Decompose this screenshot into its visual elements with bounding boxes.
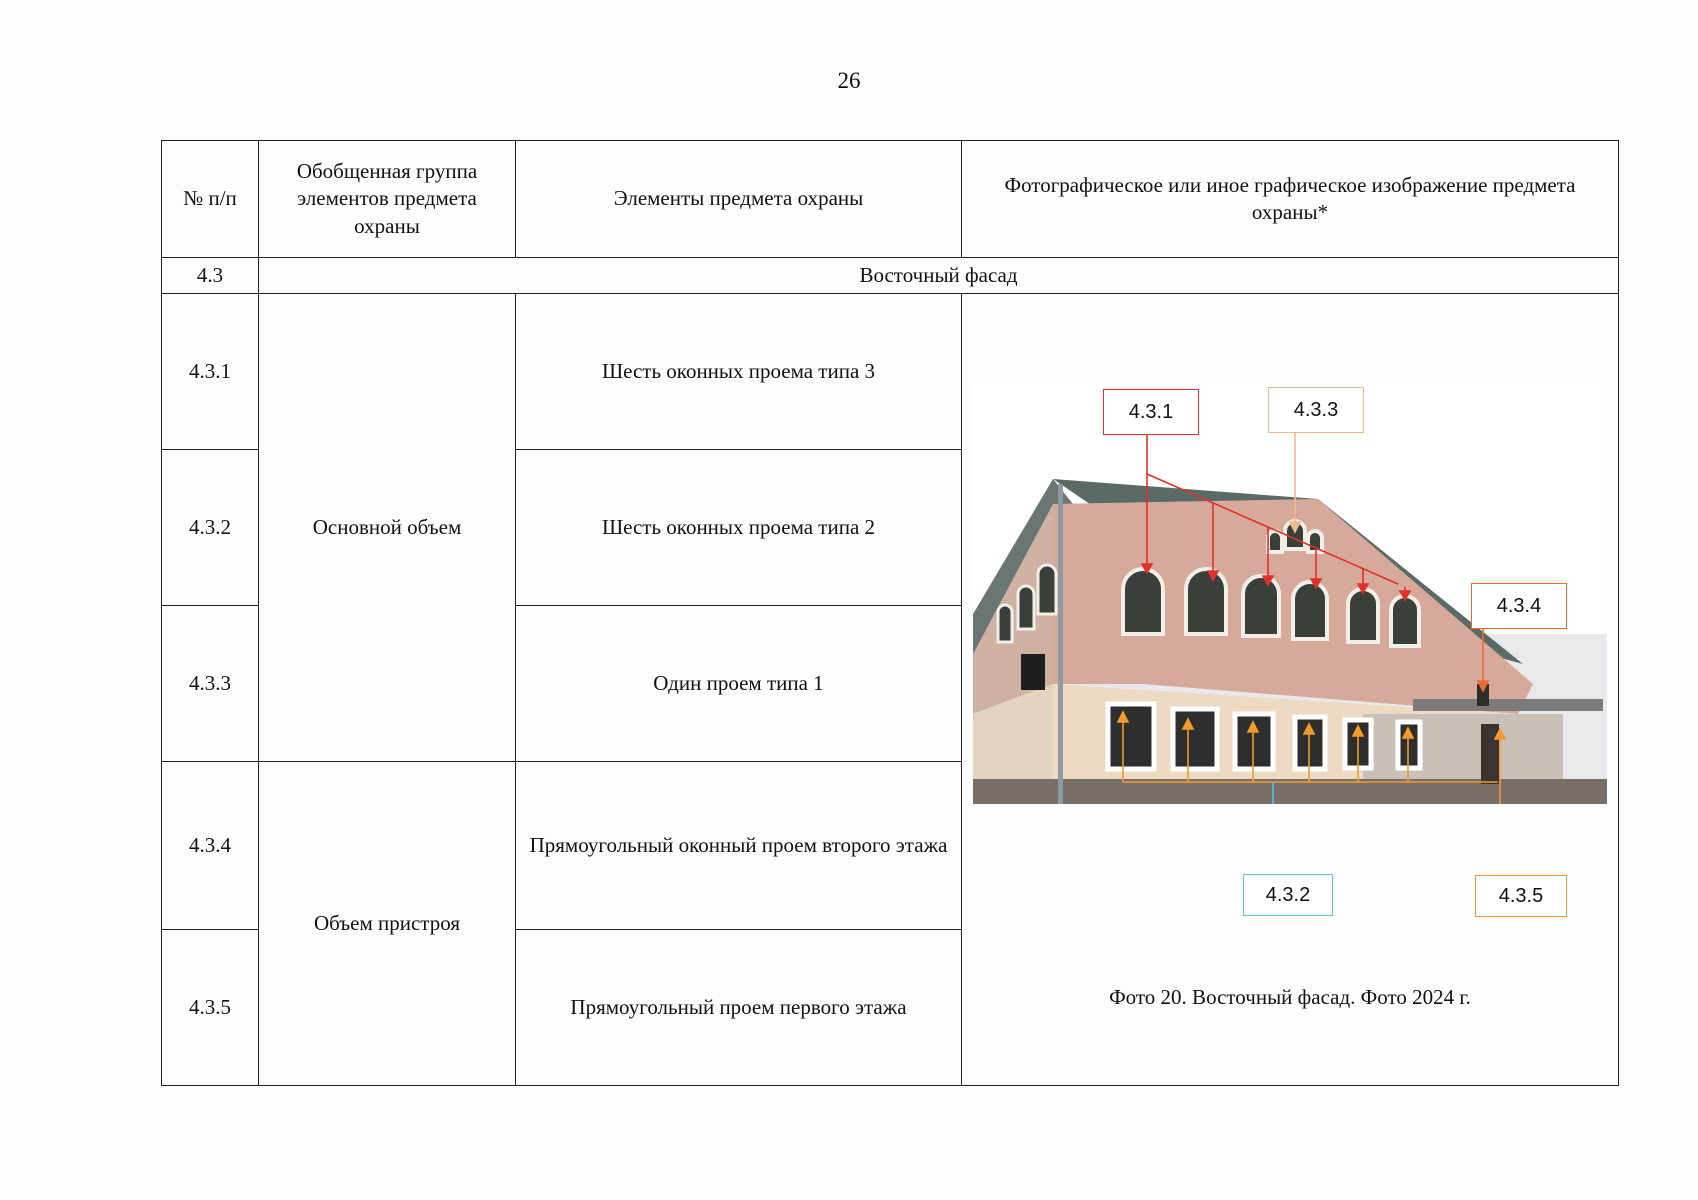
page-number: 26 xyxy=(837,68,861,93)
photo-caption: Фото 20. Восточный фасад. Фото 2024 г. xyxy=(1109,985,1471,1010)
callout-4-3-3: 4.3.3 xyxy=(1268,387,1364,433)
callout-4-3-2: 4.3.2 xyxy=(1243,874,1333,916)
row-num: 4.3.2 xyxy=(162,450,259,606)
photo-container xyxy=(963,294,1617,1085)
section-title: Восточный фасад xyxy=(259,258,1619,294)
photo-cell xyxy=(962,294,1619,1086)
row-num: 4.3.4 xyxy=(162,762,259,930)
row-num: 4.3.1 xyxy=(162,294,259,450)
header-num: № п/п xyxy=(162,141,259,258)
header-image: Фотографическое или иное графическое изображение предмета охраны* xyxy=(962,141,1619,258)
row-element: Прямоугольный оконный проем второго этажа xyxy=(516,762,962,930)
callout-4-3-4: 4.3.4 xyxy=(1471,583,1567,629)
row-num: 4.3.3 xyxy=(162,606,259,762)
row-element: Один проем типа 1 xyxy=(516,606,962,762)
header-elements: Элементы предмета охраны xyxy=(516,141,962,258)
group-cell: Объем пристроя xyxy=(259,762,516,1086)
section-row xyxy=(162,258,1619,294)
group-cell: Основной объем xyxy=(259,294,516,762)
row-element: Шесть оконных проема типа 3 xyxy=(516,294,962,450)
table-row xyxy=(162,294,1619,450)
header-group: Обобщенная группа элементов предмета охраны xyxy=(259,141,516,258)
callout-4-3-1: 4.3.1 xyxy=(1103,389,1199,435)
section-num: 4.3 xyxy=(162,258,259,294)
row-num: 4.3.5 xyxy=(162,930,259,1086)
row-element: Прямоугольный проем первого этажа xyxy=(516,930,962,1086)
header-row xyxy=(162,141,1619,258)
callout-4-3-5: 4.3.5 xyxy=(1475,875,1567,917)
row-element: Шесть оконных проема типа 2 xyxy=(516,450,962,606)
protection-table xyxy=(161,140,1619,1086)
